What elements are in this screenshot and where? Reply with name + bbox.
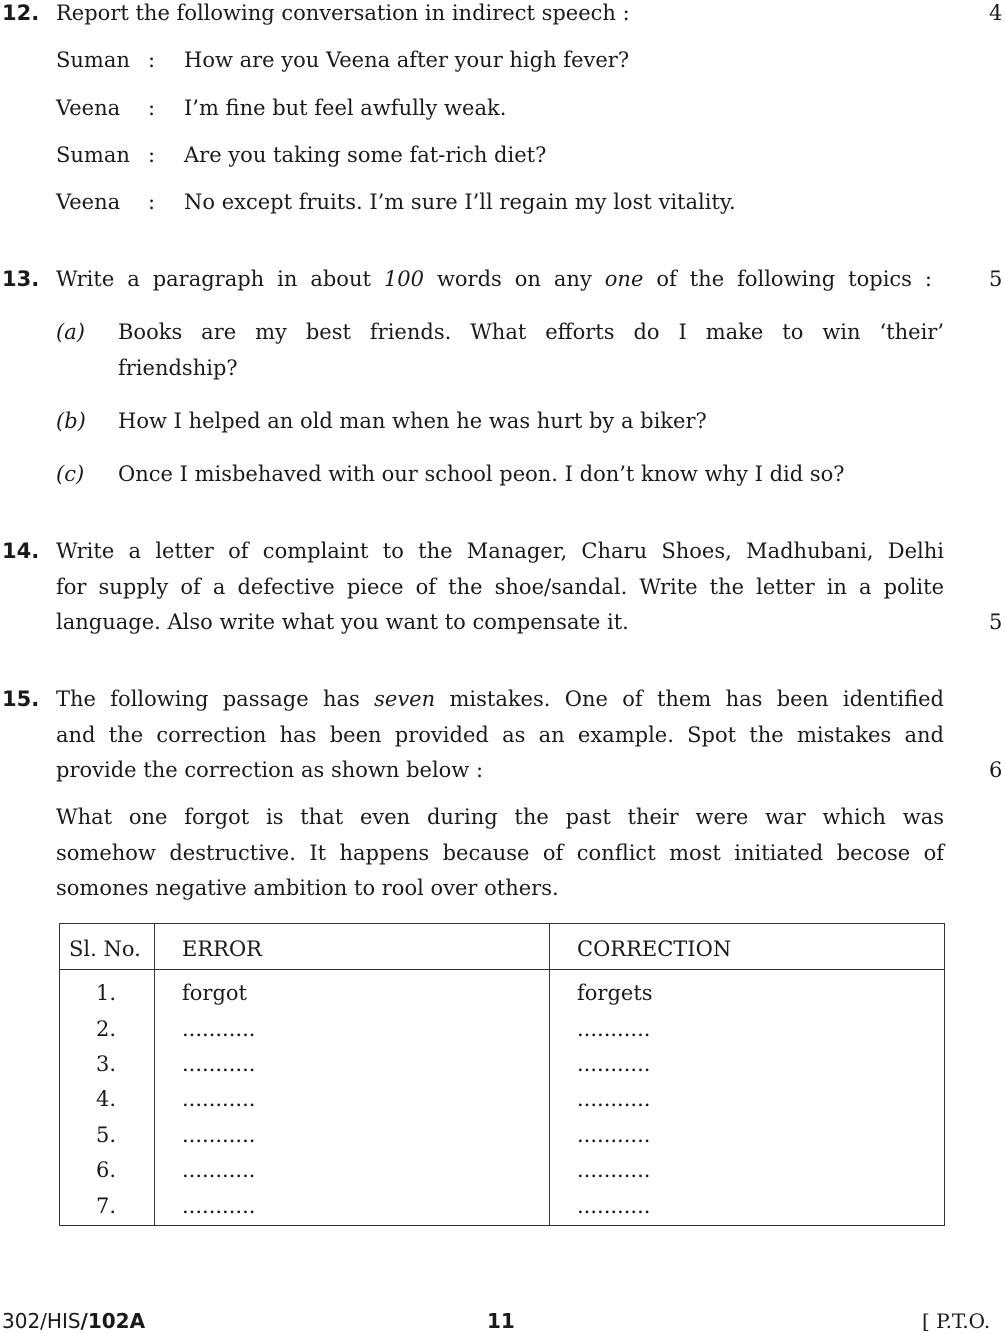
table-row <box>60 1089 944 1113</box>
option-label: (a) <box>56 320 85 344</box>
question-instruction: Report the following conversation in indirect speech : <box>56 1 630 25</box>
marks: 4 <box>989 1 1003 25</box>
correction-cell: ........... <box>577 1087 651 1111</box>
correction-cell: ........... <box>577 1158 651 1182</box>
header-sl-no: Sl. No. <box>69 937 141 961</box>
option-label: (b) <box>56 409 86 433</box>
error-cell: ........... <box>182 1123 256 1147</box>
sl-no-cell: 2. <box>96 1017 117 1041</box>
option-text-continued: friendship? <box>118 356 238 380</box>
colon: : <box>148 48 156 72</box>
speaker: Veena <box>56 96 121 120</box>
option-label: (c) <box>56 462 85 486</box>
dialogue-text: How are you Veena after your high fever? <box>184 48 630 72</box>
error-cell: ........... <box>182 1052 256 1076</box>
correction-cell: ........... <box>577 1123 651 1147</box>
option-text: How I helped an old man when he was hurt by a biker? <box>118 409 707 433</box>
dialogue-text: Are you taking some fat-rich diet? <box>184 143 547 167</box>
error-cell: forgot <box>182 981 247 1005</box>
question-text-line: language. Also write what you want to compensate it. <box>56 610 629 634</box>
correction-cell: forgets <box>577 981 653 1005</box>
header-error: ERROR <box>182 937 262 961</box>
passage-line: somehow destructive. It happens because of conflict most initiated becose of <box>56 841 944 865</box>
table-row <box>60 1196 944 1220</box>
table-row <box>60 1054 944 1078</box>
sl-no-cell: 7. <box>96 1194 117 1218</box>
table-row <box>60 983 944 1007</box>
speaker: Suman <box>56 48 130 72</box>
sl-no-cell: 3. <box>96 1052 117 1076</box>
question-text-line: The following passage has seven mistakes. One of them has been identified <box>56 687 944 711</box>
marks: 5 <box>989 267 1003 291</box>
please-turn-over: [ P.T.O. <box>922 1309 991 1333</box>
colon: : <box>148 190 156 214</box>
sl-no-cell: 5. <box>96 1123 117 1147</box>
speaker: Suman <box>56 143 130 167</box>
correction-table <box>59 923 945 1226</box>
header-correction: CORRECTION <box>577 937 732 961</box>
sl-no-cell: 6. <box>96 1158 117 1182</box>
error-cell: ........... <box>182 1017 256 1041</box>
question-text-line: Write a letter of complaint to the Manager, Charu Shoes, Madhubani, Delhi <box>56 539 944 563</box>
table-row <box>60 1125 944 1149</box>
question-number: 15. <box>2 687 40 711</box>
table-row <box>60 1160 944 1184</box>
marks: 5 <box>989 610 1003 634</box>
correction-cell: ........... <box>577 1052 651 1076</box>
speaker: Veena <box>56 190 121 214</box>
dialogue-text: I’m fine but feel awfully weak. <box>184 96 507 120</box>
paper-code: 302/HIS/102A <box>2 1309 146 1333</box>
question-number: 12. <box>2 1 40 25</box>
option-text: Once I misbehaved with our school peon. I don’t know why I did so? <box>118 462 845 486</box>
question-number: 14. <box>2 539 40 563</box>
question-number: 13. <box>2 267 40 291</box>
page-number: 11 <box>487 1309 515 1333</box>
error-cell: ........... <box>182 1194 256 1218</box>
correction-cell: ........... <box>577 1194 651 1218</box>
header-divider <box>60 969 944 970</box>
colon: : <box>148 96 156 120</box>
question-text-line: for supply of a defective piece of the shoe/sandal. Write the letter in a polite <box>56 575 944 599</box>
table-row <box>60 1019 944 1043</box>
error-cell: ........... <box>182 1087 256 1111</box>
passage-line: What one forgot is that even during the past their were war which was <box>56 805 944 829</box>
sl-no-cell: 1. <box>96 981 117 1005</box>
option-text: Books are my best friends. What efforts do I make to win ‘their’ <box>118 320 944 344</box>
dialogue-text: No except fruits. I’m sure I’ll regain my lost vitality. <box>184 190 736 214</box>
question-text-line: and the correction has been provided as an example. Spot the mistakes and <box>56 723 944 747</box>
question-instruction: Write a paragraph in about 100 words on any one of the following topics : <box>56 267 932 291</box>
question-text-line: provide the correction as shown below : <box>56 758 484 782</box>
correction-cell: ........... <box>577 1017 651 1041</box>
error-cell: ........... <box>182 1158 256 1182</box>
marks: 6 <box>989 758 1003 782</box>
colon: : <box>148 143 156 167</box>
sl-no-cell: 4. <box>96 1087 117 1111</box>
passage-line: somones negative ambition to rool over others. <box>56 876 559 900</box>
